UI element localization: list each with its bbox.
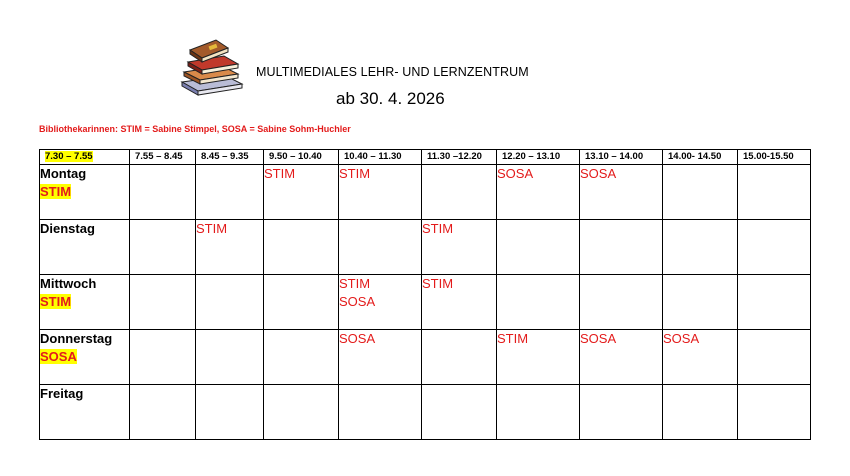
librarian-code: STIM <box>196 221 228 236</box>
schedule-cell <box>339 330 422 385</box>
schedule-cell <box>196 165 264 220</box>
schedule-cell <box>738 275 811 330</box>
librarian-code: STIM <box>422 276 454 291</box>
day-cell <box>40 330 130 385</box>
column-header: 11.30 –12.20 <box>422 150 497 165</box>
schedule-cell <box>339 385 422 440</box>
schedule-cell <box>497 165 580 220</box>
schedule-cell <box>422 165 497 220</box>
column-header: 10.40 – 11.30 <box>339 150 422 165</box>
schedule-cell <box>738 385 811 440</box>
schedule-cell <box>422 330 497 385</box>
schedule-cell <box>196 220 264 275</box>
column-header: 7.55 – 8.45 <box>130 150 196 165</box>
column-header: 12.20 – 13.10 <box>497 150 580 165</box>
schedule-cell <box>738 165 811 220</box>
librarian-code: SOSA <box>580 166 617 181</box>
schedule-cell <box>422 385 497 440</box>
schedule-cell <box>663 275 738 330</box>
librarians-legend: Bibliothekarinnen: STIM = Sabine Stimpel, SOSA = Sabine Sohm-Huchler <box>39 124 351 134</box>
schedule-table <box>39 149 811 440</box>
librarian-code: STIM <box>339 166 371 181</box>
schedule-cell <box>339 165 422 220</box>
schedule-cell <box>264 275 339 330</box>
librarian-code: STIM <box>339 276 371 291</box>
schedule-cell <box>264 330 339 385</box>
schedule-cell <box>580 165 663 220</box>
day-label: Donnerstag <box>40 331 113 346</box>
schedule-cell <box>580 330 663 385</box>
day-cell <box>40 275 130 330</box>
table-row <box>40 275 811 330</box>
schedule-cell <box>738 220 811 275</box>
librarian-code: STIM <box>497 331 529 346</box>
table-row <box>40 330 811 385</box>
schedule-cell <box>497 385 580 440</box>
schedule-cell <box>196 330 264 385</box>
schedule-cell <box>663 330 738 385</box>
librarian-code: STIM <box>422 221 454 236</box>
book-stack-icon <box>176 36 248 96</box>
librarian-code: SOSA <box>580 331 617 346</box>
schedule-cell <box>422 275 497 330</box>
schedule-cell <box>339 275 422 330</box>
table-row <box>40 385 811 440</box>
schedule-cell <box>196 275 264 330</box>
schedule-cell <box>264 385 339 440</box>
schedule-cell <box>130 385 196 440</box>
schedule-cell <box>580 220 663 275</box>
early-shift-librarian: STIM <box>40 184 72 199</box>
schedule-cell <box>580 385 663 440</box>
column-header: 8.45 – 9.35 <box>196 150 264 165</box>
table-row <box>40 165 811 220</box>
schedule-cell <box>130 275 196 330</box>
day-label: Dienstag <box>40 221 95 236</box>
schedule-cell <box>663 385 738 440</box>
librarian-code: SOSA <box>339 294 376 309</box>
librarian-code: SOSA <box>497 166 534 181</box>
schedule-cell <box>264 165 339 220</box>
librarian-code: SOSA <box>663 331 700 346</box>
schedule-cell <box>497 275 580 330</box>
day-cell <box>40 385 130 440</box>
day-cell <box>40 165 130 220</box>
day-label: Montag <box>40 166 87 181</box>
early-shift-librarian: SOSA <box>40 349 77 364</box>
column-header: 13.10 – 14.00 <box>580 150 663 165</box>
valid-from-date: ab 30. 4. 2026 <box>336 89 445 108</box>
schedule-cell <box>130 330 196 385</box>
column-header: 15.00-15.50 <box>738 150 811 165</box>
schedule-cell <box>422 220 497 275</box>
page-title: MULTIMEDIALES LEHR- UND LERNZENTRUM <box>256 65 529 79</box>
day-cell <box>40 220 130 275</box>
schedule-cell <box>497 330 580 385</box>
schedule-cell <box>580 275 663 330</box>
column-header: 9.50 – 10.40 <box>264 150 339 165</box>
day-label: Freitag <box>40 386 84 401</box>
librarian-code: STIM <box>264 166 296 181</box>
schedule-cell <box>264 220 339 275</box>
table-row <box>40 220 811 275</box>
column-header: 14.00- 14.50 <box>663 150 738 165</box>
schedule-cell <box>339 220 422 275</box>
early-shift-librarian: STIM <box>40 294 72 309</box>
schedule-cell <box>663 165 738 220</box>
schedule-cell <box>497 220 580 275</box>
librarian-code: SOSA <box>339 331 376 346</box>
column-header: 7.30 – 7.55 <box>40 150 130 165</box>
header-row <box>40 150 811 165</box>
schedule-cell <box>738 330 811 385</box>
schedule-cell <box>130 220 196 275</box>
schedule-cell <box>663 220 738 275</box>
schedule-cell <box>196 385 264 440</box>
schedule-cell <box>130 165 196 220</box>
day-label: Mittwoch <box>40 276 97 291</box>
